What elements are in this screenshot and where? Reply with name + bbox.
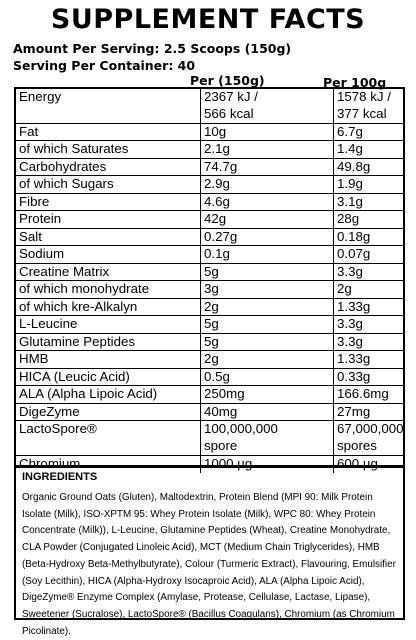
table-row (16, 264, 403, 282)
nutrient-name-cell (16, 264, 201, 281)
per-serving-value: 5g (204, 263, 219, 279)
per-serving-value: 5g (204, 333, 219, 349)
per-100g-value: 166.6mg (337, 386, 389, 401)
per-100g-value: 377 kcal (337, 106, 387, 121)
per-serving-cell (201, 211, 334, 228)
nutrient-name: Fibre (19, 193, 50, 209)
nutrient-name: Sodium (19, 246, 65, 261)
per-serving-value: 3g (204, 281, 219, 296)
table-row (16, 246, 403, 264)
per-100g-value: 28g (337, 211, 360, 226)
table-row (16, 281, 403, 299)
per-100g-value: 600 µg (337, 455, 378, 471)
table-row (16, 421, 403, 456)
nutrient-name: Carbohydrates (19, 158, 107, 174)
per-serving-cell (201, 246, 334, 263)
nutrient-name: L-Leucine (19, 316, 78, 331)
per-serving-cell (201, 124, 334, 141)
nutrient-name: DigeZyme (19, 403, 80, 419)
per-serving-value: 100,000,000 (204, 421, 278, 436)
per-100g-value: 1578 kJ / (337, 89, 391, 104)
table-row (16, 124, 403, 142)
per-100g-value: 0.33g (337, 368, 371, 384)
per-serving-cell (201, 299, 334, 316)
ingredients-heading: INGREDIENTS (22, 471, 98, 483)
per-100g-cell (334, 176, 405, 193)
table-row (16, 159, 403, 177)
per-serving-cell (201, 386, 334, 403)
per-serving-value: 5g (204, 316, 219, 331)
nutrient-name: of which kre-Alkalyn (19, 298, 138, 314)
per-serving-value: 1000 µg (204, 455, 253, 471)
per-100g-value: 0.07g (337, 246, 371, 261)
column-header-per-100g: Per 100g (323, 75, 387, 90)
per-serving-value: 4.6g (204, 193, 230, 209)
per-serving-value: 2g (204, 298, 219, 314)
nutrient-name-cell (16, 176, 201, 193)
table-row (16, 334, 403, 352)
per-100g-cell (334, 141, 405, 158)
per-serving-cell (201, 421, 334, 455)
per-100g-cell (334, 299, 405, 316)
per-100g-cell (334, 334, 405, 351)
nutrient-name-cell (16, 404, 201, 421)
per-100g-value: 3.1g (337, 193, 363, 209)
per-serving-value: 566 kcal (204, 106, 254, 121)
nutrient-name-cell (16, 386, 201, 403)
per-100g-value: 1.4g (337, 141, 363, 156)
nutrient-name-cell (16, 316, 201, 333)
per-100g-cell (334, 89, 405, 123)
ingredients-text: Organic Ground Oats (Gluten), Maltodextrin, Protein Blend (MPI 90: Milk Protein Isolate (Milk), ISO-XPTM 95: Whey Protein Isolate (Milk), WPC 80: Whey Protein Concentrate (Milk)), L-Leucine, Glutamine Peptides (Wheat), Creatine Monohydrate, CLA Powder (Conjugated Linoleic Acid), MCT (Medium Chain Triglycerides), HMB (Beta-Hydroxy Beta-Methylbutyrate), Colour (Turmeric Extract), Flavouring, Emulsifier (Soy Lecithin), HICA (Alpha-Hydroxy Isocaproic Acid), ALA (Alpha Lipoic Acid), DigeZyme® Enzyme Complex (Amylase, Protease, Cellulase, Lactase, Lipase), Sweetener (Sucralose), LactoSpore® (Bacillus Coagulans), Chromium (as Chromium Picolinate). (22, 492, 396, 637)
nutrition-facts-table (14, 87, 405, 471)
table-row (16, 176, 403, 194)
column-header-per-serving: Per (150g) (190, 73, 265, 88)
nutrient-name: HMB (19, 351, 49, 366)
per-100g-cell (334, 124, 405, 141)
servings-per-container: Serving Per Container: 40 (13, 58, 196, 73)
nutrient-name-cell (16, 211, 201, 228)
per-100g-value: 27mg (337, 403, 371, 419)
table-row (16, 141, 403, 159)
per-serving-cell (201, 351, 334, 368)
table-row (16, 211, 403, 229)
per-100g-cell (334, 421, 405, 455)
per-100g-value: 3.3g (337, 333, 363, 349)
panel-title: SUPPLEMENT FACTS (50, 4, 366, 35)
table-row (16, 351, 403, 369)
nutrient-name-cell (16, 351, 201, 368)
per-100g-value: 2g (337, 281, 352, 296)
per-serving-value: 42g (204, 211, 227, 226)
per-serving-value: spore (204, 438, 238, 453)
per-100g-value: spores (337, 438, 377, 453)
nutrient-name-cell (16, 124, 201, 141)
per-100g-cell (334, 264, 405, 281)
nutrient-name: Chromium (19, 455, 81, 471)
per-100g-cell (334, 316, 405, 333)
nutrient-name: of which Sugars (19, 176, 114, 191)
per-100g-cell (334, 369, 405, 386)
nutrient-name: HICA (Leucic Acid) (19, 368, 130, 384)
per-serving-value: 74.7g (204, 158, 238, 174)
per-100g-value: 3.3g (337, 263, 363, 279)
per-serving-value: 2.9g (204, 176, 230, 191)
per-100g-cell (334, 159, 405, 176)
nutrient-name-cell (16, 159, 201, 176)
table-row (16, 316, 403, 334)
table-row (16, 404, 403, 422)
per-serving-cell (201, 369, 334, 386)
table-row (16, 229, 403, 247)
amount-per-serving: Amount Per Serving: 2.5 Scoops (150g) (13, 41, 292, 56)
per-serving-cell (201, 264, 334, 281)
nutrient-name: of which monohydrate (19, 281, 150, 296)
table-row (16, 89, 403, 124)
per-serving-value: 0.27g (204, 228, 238, 244)
nutrient-name-cell (16, 299, 201, 316)
nutrient-name: Fat (19, 123, 39, 139)
table-row (16, 386, 403, 404)
per-100g-value: 3.3g (337, 316, 363, 331)
per-serving-cell (201, 404, 334, 421)
per-serving-cell (201, 281, 334, 298)
nutrient-name: of which Saturates (19, 141, 129, 156)
nutrient-name-cell (16, 246, 201, 263)
per-100g-value: 49.8g (337, 158, 371, 174)
nutrient-name-cell (16, 369, 201, 386)
table-row (16, 369, 403, 387)
ingredients-box (14, 465, 405, 637)
per-100g-cell (334, 351, 405, 368)
nutrient-name-cell (16, 334, 201, 351)
nutrient-name: Glutamine Peptides (19, 333, 136, 349)
nutrient-name-cell (16, 229, 201, 246)
per-100g-cell (334, 211, 405, 228)
per-serving-value: 2367 kJ / (204, 89, 258, 104)
per-serving-cell (201, 159, 334, 176)
nutrient-name-cell (16, 421, 201, 455)
per-100g-value: 1.33g (337, 298, 371, 314)
nutrient-name-cell (16, 281, 201, 298)
per-serving-cell (201, 141, 334, 158)
nutrient-name: ALA (Alpha Lipoic Acid) (19, 386, 158, 401)
per-serving-value: 0.1g (204, 246, 230, 261)
per-serving-cell (201, 229, 334, 246)
per-serving-cell (201, 334, 334, 351)
per-serving-value: 250mg (204, 386, 245, 401)
per-100g-cell (334, 404, 405, 421)
nutrient-name: Energy (19, 89, 62, 104)
per-100g-cell (334, 386, 405, 403)
nutrient-name: Salt (19, 228, 42, 244)
per-serving-value: 2g (204, 351, 219, 366)
per-100g-value: 0.18g (337, 228, 371, 244)
nutrient-name-cell (16, 194, 201, 211)
nutrient-name: Protein (19, 211, 62, 226)
per-100g-value: 6.7g (337, 123, 363, 139)
per-100g-cell (334, 229, 405, 246)
nutrient-name-cell (16, 141, 201, 158)
nutrient-name: Creatine Matrix (19, 263, 110, 279)
nutrient-name-cell (16, 89, 201, 123)
per-100g-value: 67,000,000 (337, 421, 404, 436)
per-serving-cell (201, 316, 334, 333)
per-serving-cell (201, 194, 334, 211)
per-100g-cell (334, 281, 405, 298)
per-serving-value: 10g (204, 123, 227, 139)
per-100g-cell (334, 246, 405, 263)
table-row (16, 194, 403, 212)
per-100g-value: 1.33g (337, 351, 371, 366)
per-100g-cell (334, 194, 405, 211)
nutrient-name: LactoSpore® (19, 421, 97, 436)
per-serving-value: 40mg (204, 403, 238, 419)
per-serving-value: 0.5g (204, 368, 230, 384)
per-serving-value: 2.1g (204, 141, 230, 156)
per-serving-cell (201, 176, 334, 193)
per-100g-value: 1.9g (337, 176, 363, 191)
table-row (16, 299, 403, 317)
per-serving-cell (201, 89, 334, 123)
